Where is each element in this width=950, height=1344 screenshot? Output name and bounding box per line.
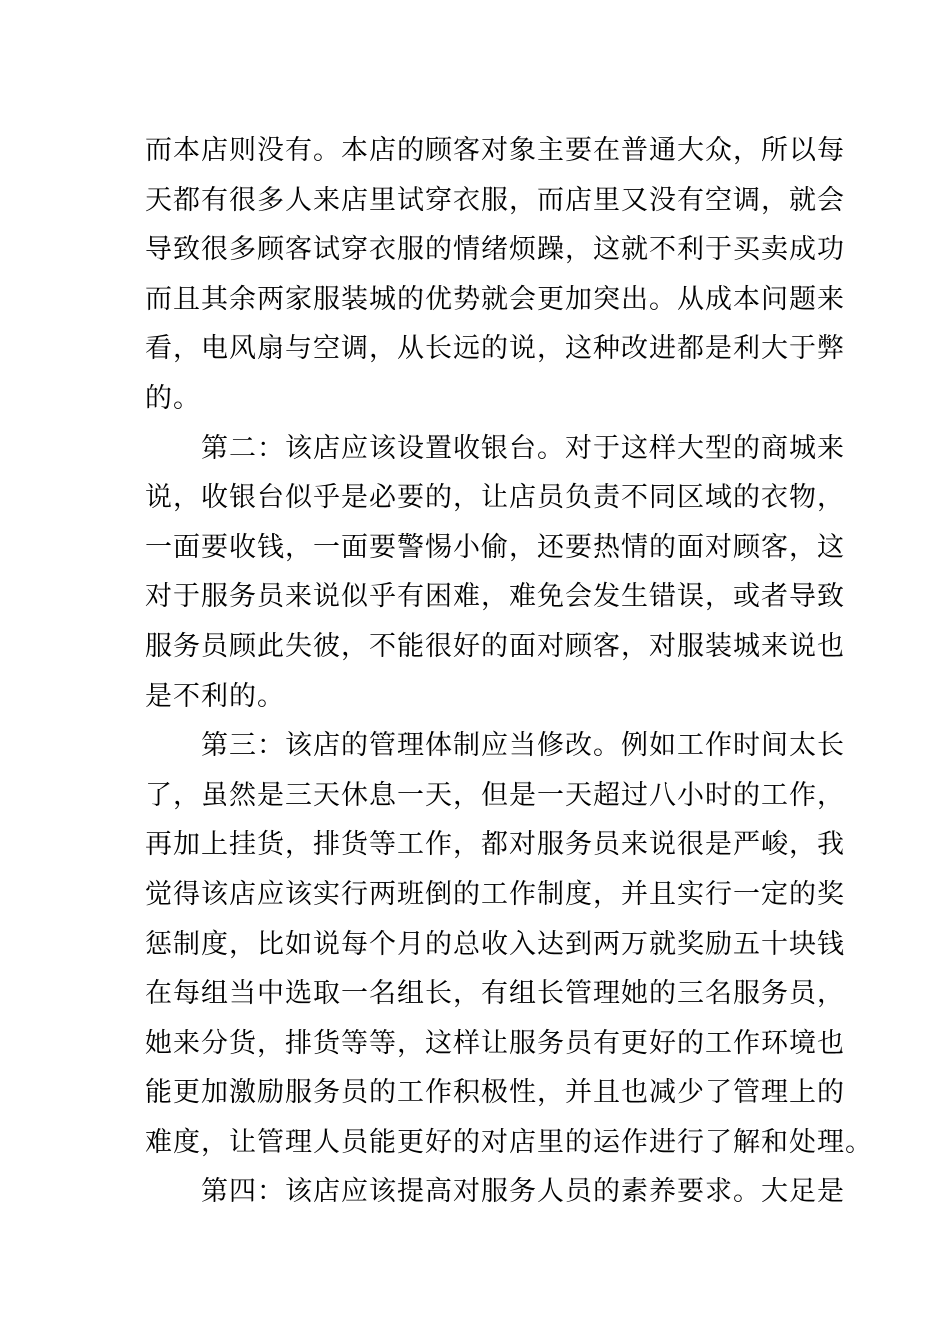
- text-line: 一面要收钱，一面要警惕小偷，还要热情的面对顾客，这: [145, 531, 845, 563]
- text-line: 了，虽然是三天休息一天，但是一天超过八小时的工作，: [145, 779, 845, 811]
- text-line: 在每组当中选取一名组长，有组长管理她的三名服务员，: [145, 978, 845, 1010]
- text-line: 导致很多顾客试穿衣服的情绪烦躁，这就不利于买卖成功: [145, 234, 845, 266]
- paragraph-first-line: 第二：该店应该设置收银台。对于这样大型的商城来: [201, 432, 845, 464]
- text-line: 说，收银台似乎是必要的，让店员负责不同区域的衣物，: [145, 482, 845, 514]
- text-line: 的。: [145, 382, 201, 414]
- text-line: 对于服务员来说似乎有困难，难免会发生错误，或者导致: [145, 581, 845, 613]
- text-line: 看，电风扇与空调，从长远的说，这种改进都是利大于弊: [145, 333, 845, 365]
- text-line: 服务员顾此失彼，不能很好的面对顾客，对服装城来说也: [145, 630, 845, 662]
- paragraph-first-line: 第四：该店应该提高对服务人员的素养要求。大足是: [201, 1176, 845, 1208]
- text-line: 难度，让管理人员能更好的对店里的运作进行了解和处理。: [145, 1126, 873, 1158]
- text-line: 惩制度，比如说每个月的总收入达到两万就奖励五十块钱: [145, 928, 845, 960]
- text-line: 而本店则没有。本店的顾客对象主要在普通大众，所以每: [145, 135, 845, 166]
- text-line: 而且其余两家服装城的优势就会更加突出。从成本问题来: [145, 283, 845, 315]
- text-line: 她来分货，排货等等，这样让服务员有更好的工作环境也: [145, 1027, 845, 1059]
- body-text: [145, 126, 873, 1217]
- text-line: 能更加激励服务员的工作积极性，并且也减少了管理上的: [145, 1077, 845, 1109]
- text-line: 天都有很多人来店里试穿衣服，而店里又没有空调，就会: [145, 184, 845, 216]
- paragraph-first-line: 第三：该店的管理体制应当修改。例如工作时间太长: [201, 730, 845, 762]
- text-line: 是不利的。: [145, 680, 285, 712]
- text-line: 再加上挂货，排货等工作，都对服务员来说很是严峻，我: [145, 829, 845, 861]
- text-line: 觉得该店应该实行两班倒的工作制度，并且实行一定的奖: [145, 878, 845, 910]
